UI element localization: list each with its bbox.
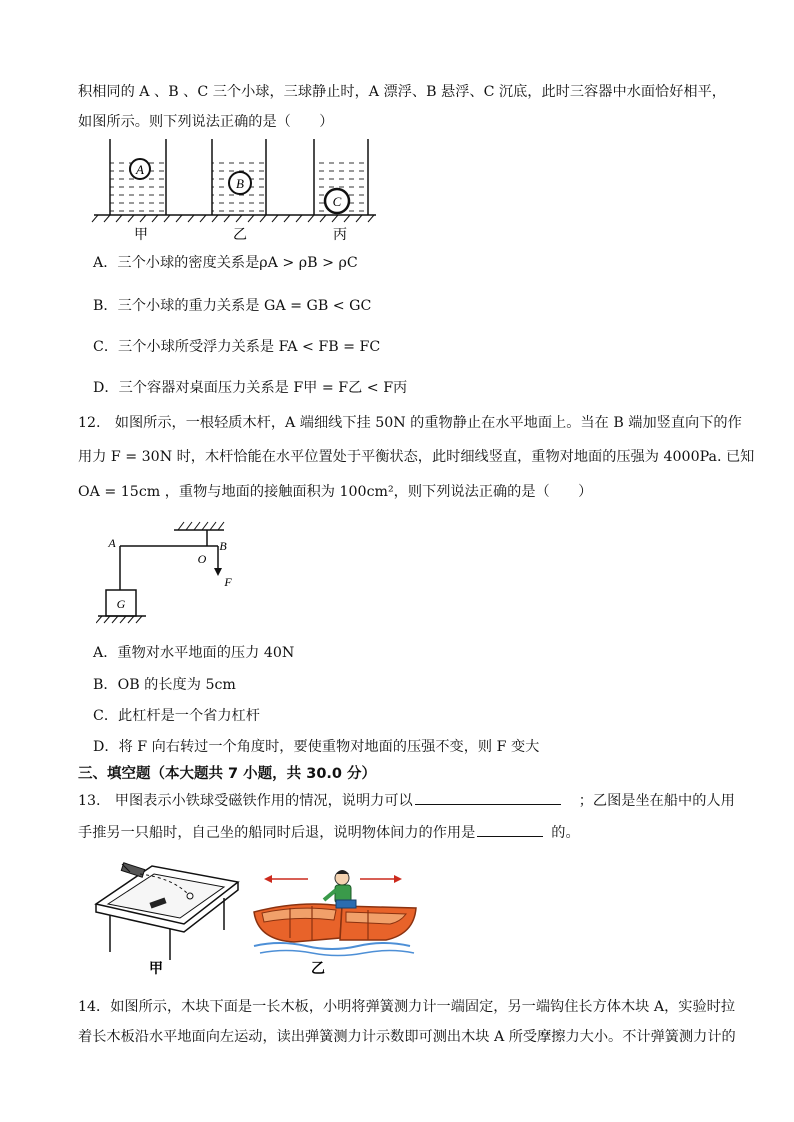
section-fill-in-title: 三、填空题（本大题共 7 小题，共 30.0 分）	[78, 766, 377, 782]
q11-option-c: C．三个小球所受浮力关系是 FA < FB = FC	[93, 339, 381, 355]
point-o-label: O	[197, 552, 207, 566]
point-b-label: B	[219, 539, 227, 553]
q12-option-b: B．OB 的长度为 5cm	[93, 677, 236, 693]
q13-text-1a: 13. 甲图表示小铁球受磁铁作用的情况，说明力可以	[78, 793, 413, 809]
force-f-label: F	[224, 575, 232, 589]
weight-label: G	[116, 597, 126, 611]
q11-containers-figure	[88, 135, 388, 247]
q11-option-b: B．三个小球的重力关系是 GA = GB < GC	[93, 298, 372, 314]
q13-text-1b: ；乙图是坐在船中的人用	[578, 793, 735, 809]
ball-a-label: A	[136, 162, 144, 177]
container-jia	[110, 139, 166, 215]
label-jia: 甲	[134, 228, 148, 243]
q14-text-line-2: 着长木板沿水平地面向左运动，读出弹簧测力计示数即可测出木块 A 所受摩擦力大小。不计弹簧测力计的	[78, 1029, 736, 1045]
q12-text-line-3: OA = 15cm ，重物与地面的接触面积为 100cm²，则下列说法正确的是（ ）	[78, 484, 593, 500]
q12-lever-figure	[96, 518, 256, 630]
q13-boats-figure	[250, 860, 420, 975]
q13-text-line-1	[78, 790, 758, 811]
q14-text-line-1: 14．如图所示，木块下面是一长木板，小明将弹簧测力计一端固定，另一端钩住长方体木块 A，实验时拉	[78, 999, 736, 1015]
q13-blank-1[interactable]	[415, 790, 561, 805]
point-a-label: A	[108, 536, 116, 550]
q11-option-d: D．三个容器对桌面压力关系是 F甲 = F乙 < F丙	[93, 380, 408, 396]
label-bing: 丙	[333, 228, 347, 243]
q11-option-a: A．三个小球的密度关系是ρA > ρB > ρC	[93, 255, 358, 271]
container-yi	[212, 139, 266, 215]
q12-text-line-2: 用力 F = 30N 时，木杆恰能在水平位置处于平衡状态，此时细线竖直，重物对地面的压强为 4000Pa. 已知	[78, 449, 755, 465]
q13-text-2b: 的。	[551, 825, 580, 841]
q12-option-c: C．此杠杆是一个省力杠杆	[93, 708, 260, 724]
q13-text-line-2	[78, 822, 758, 843]
figure-yi-label: 乙	[311, 962, 325, 975]
label-yi: 乙	[233, 228, 247, 243]
q13-magnet-figure	[92, 860, 242, 975]
q12-text-line-1: 12. 如图所示，一根轻质木杆，A 端细线下挂 50N 的重物静止在水平地面上。当在 B 端加竖直向下的作	[78, 415, 742, 431]
ball-c-label: C	[332, 194, 342, 209]
ball-b-label: B	[236, 176, 244, 191]
q12-option-a: A．重物对水平地面的压力 40N	[93, 645, 295, 661]
figure-jia-label: 甲	[149, 962, 163, 975]
q11-text-line-1: 积相同的 A 、B 、C 三个小球，三球静止时，A 漂浮、B 悬浮、C 沉底，此时三容器中水面恰好相平，	[78, 84, 726, 100]
q13-blank-2[interactable]	[477, 822, 543, 837]
q12-option-d: D．将 F 向右转过一个角度时，要使重物对地面的压强不变，则 F 变大	[93, 739, 540, 755]
q13-text-2a: 手推另一只船时，自己坐的船同时后退，说明物体间力的作用是	[78, 825, 476, 841]
container-bing	[314, 139, 368, 215]
q11-text-line-2: 如图所示。则下列说法正确的是（ ）	[78, 114, 334, 130]
